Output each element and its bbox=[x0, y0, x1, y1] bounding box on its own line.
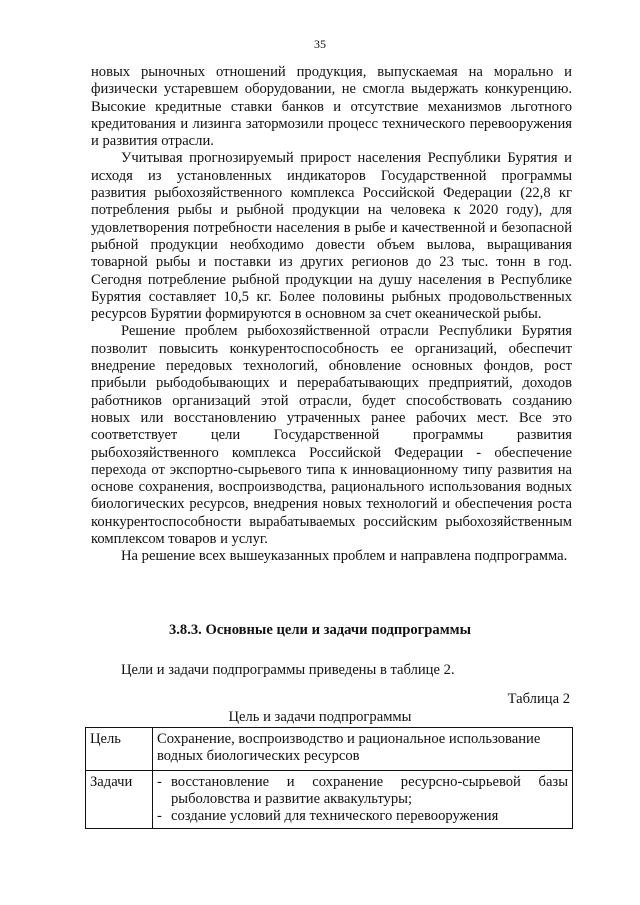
paragraph-solution: Решение проблем рыбохозяйственной отрасли Республики Бурятия позволит повысить конкурентоспособность ее организаций, обеспечит внедрение передовых технологий, обновление основных фондов, рост прибыли рыбодобывающих и перерабатывающих предприятий, доходов работников организаций этой отрасли, будет способствовать созданию новых или восстановлению утраченных ранее рабочих мест. Все это соответствует цели Государственной программы развития рыбохозяйственного комплекса Российской Федерации - обеспечение перехода от экспортно-сырьевого типа к инновационному типу развития на основе сохранения, воспроизводства, рационального использования водных биологических ресурсов, внедрения новых технологий и обеспечения роста конкурентоспособности вырабатываемых российским рыбохозяйственным комплексом товаров и услуг. bbox=[91, 323, 572, 548]
section-heading: 3.8.3. Основные цели и задачи подпрограммы bbox=[168, 622, 471, 638]
table-row-tasks bbox=[86, 771, 573, 829]
task-item bbox=[157, 808, 568, 825]
table-label: Таблица 2 bbox=[507, 691, 570, 707]
task-text: создание условий для технического перевооружения bbox=[171, 808, 499, 824]
goal-text-cell: Сохранение, воспроизводство и рациональное использование водных биологических ресурсов bbox=[153, 728, 573, 771]
body-text bbox=[91, 64, 572, 566]
table-row-goal bbox=[86, 728, 573, 771]
lead-text: Цели и задачи подпрограммы приведены в таблице 2. bbox=[121, 662, 455, 678]
table-title: Цель и задачи подпрограммы bbox=[228, 709, 412, 725]
task-dash: - bbox=[157, 808, 162, 824]
paragraph-continuation: новых рыночных отношений продукция, выпускаемая на морально и физически устаревшем оборудовании, не смогла выдержать конкуренцию. Высокие кредитные ставки банков и отсутствие механизмов льготного кредитования и лизинга затормозили процесс технического перевооружения и развития отрасли. bbox=[91, 64, 572, 150]
task-dash: - bbox=[157, 774, 162, 790]
tasks-cell bbox=[153, 771, 573, 829]
paragraph-subprogram: На решение всех вышеуказанных проблем и направлена подпрограмма. bbox=[121, 548, 568, 565]
goal-label-cell: Цель bbox=[86, 728, 153, 771]
task-text: восстановление и сохранение ресурсно-сырьевой базы рыболовства и развитие аквакультуры; bbox=[171, 774, 568, 807]
page-number: 35 bbox=[314, 37, 326, 51]
goals-table bbox=[85, 727, 573, 829]
paragraph-population: Учитывая прогнозируемый прирост населения Республики Бурятия и исходя из установленных индикаторов Государственной программы развития рыбохозяйственного комплекса Российской Федерации (22,8 кг потребления рыбы и рыбной продукции на человека к 2020 году), для удовлетворения потребности населения в рыбе и качественной и безопасной рыбной продукции необходимо довести объем вылова, выращивания товарной рыбы и поставки из других регионов до 23 тыс. тонн в год. Сегодня потребление рыбной продукции на душу населения в Республике Бурятия составляет 10,5 кг. Более половины рыбных продовольственных ресурсов Бурятии формируются в основном за счет океанической рыбы. bbox=[91, 150, 572, 323]
tasks-label-cell: Задачи bbox=[86, 771, 153, 829]
task-item bbox=[157, 774, 568, 808]
